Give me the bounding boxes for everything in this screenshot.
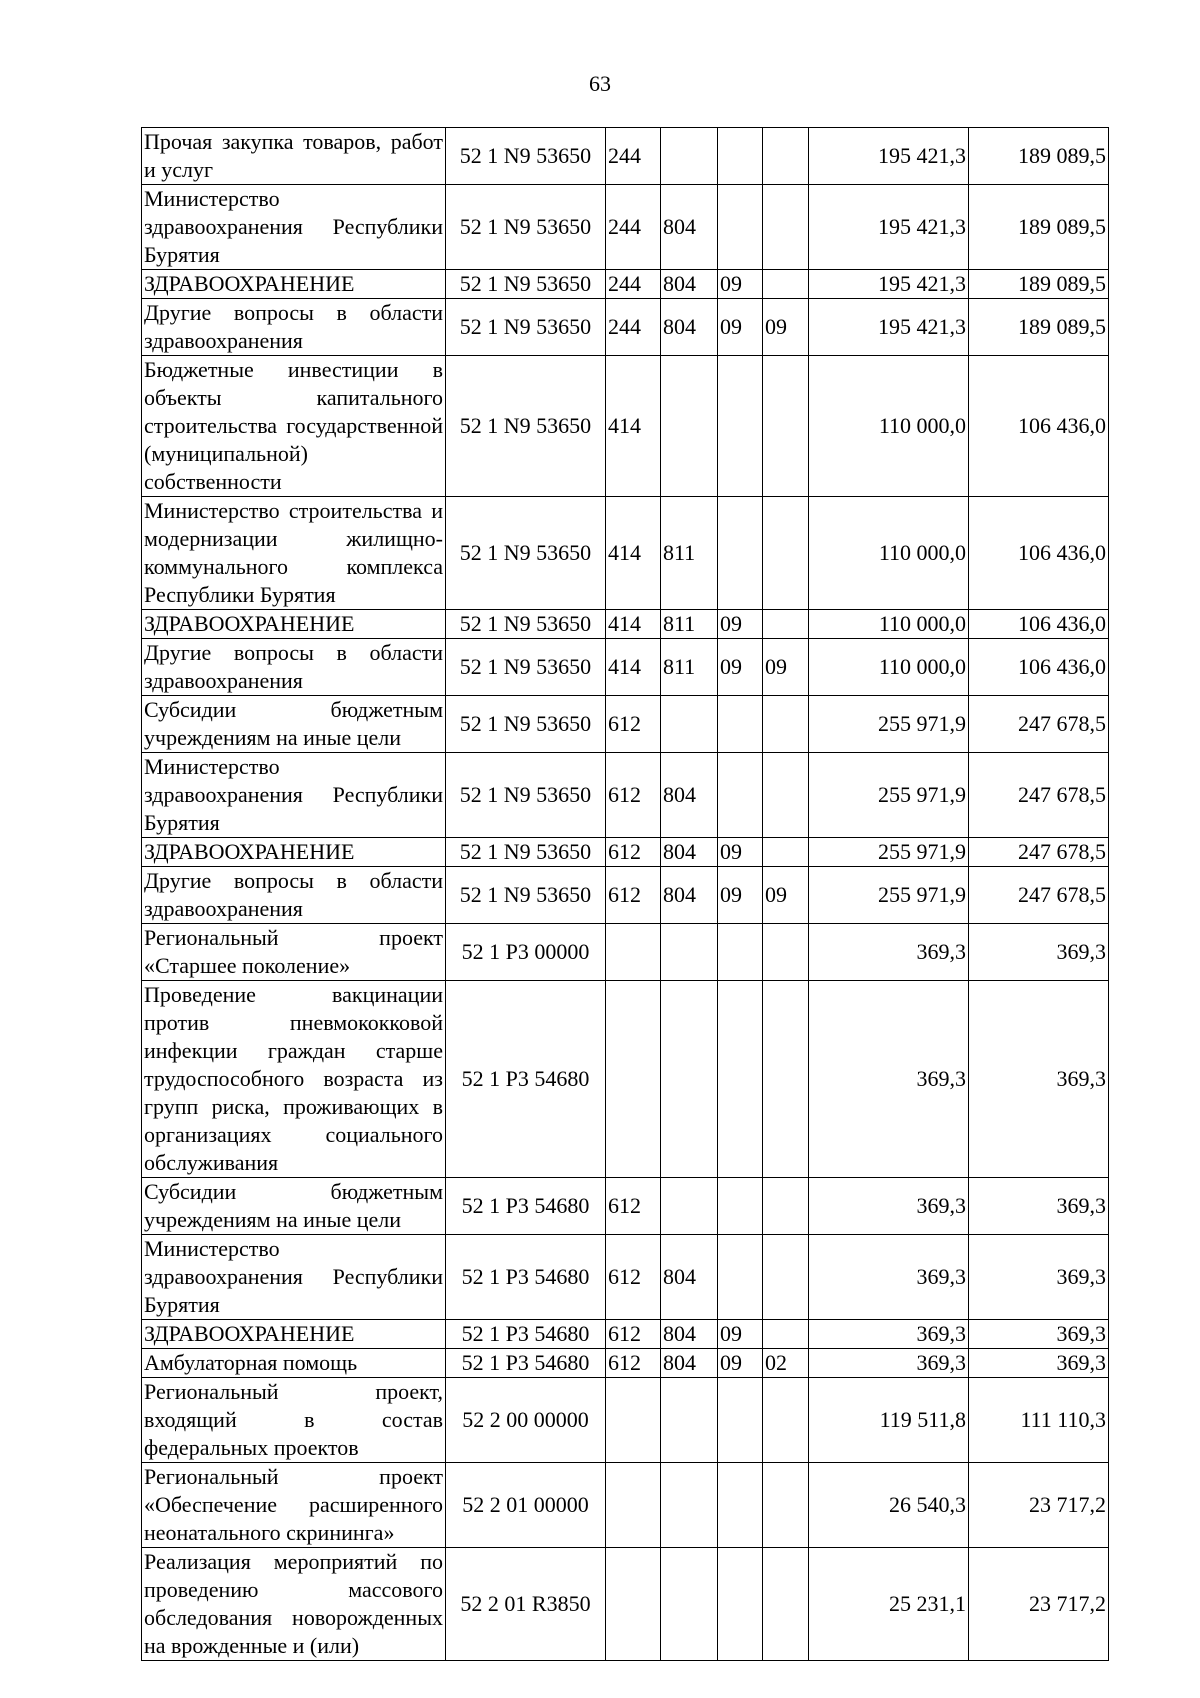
table-row xyxy=(142,1548,1109,1661)
section-code-cell xyxy=(718,1235,763,1320)
row-name-cell: Бюджетные инвестиции в объекты капитального строительства государственной (муниципальной) собственности xyxy=(142,356,446,497)
amount-planned-cell: 195 421,3 xyxy=(809,128,969,185)
target-article-code-cell: 52 2 00 00000 xyxy=(446,1378,606,1463)
subsection-code-cell xyxy=(763,981,809,1178)
subsection-code-cell xyxy=(763,1320,809,1349)
ministry-code-cell: 804 xyxy=(661,753,718,838)
row-name-cell: Региональный проект, входящий в состав федеральных проектов xyxy=(142,1378,446,1463)
table-row xyxy=(142,497,1109,610)
section-code-cell xyxy=(718,753,763,838)
table-row xyxy=(142,981,1109,1178)
amount-executed-cell: 23 717,2 xyxy=(969,1463,1109,1548)
section-code-cell xyxy=(718,128,763,185)
target-article-code-cell: 52 2 01 R3850 xyxy=(446,1548,606,1661)
subsection-code-cell xyxy=(763,497,809,610)
row-name-cell: Субсидии бюджетным учреждениям на иные цели xyxy=(142,1178,446,1235)
expense-type-code-cell xyxy=(606,1548,661,1661)
table-row xyxy=(142,753,1109,838)
table-row xyxy=(142,1320,1109,1349)
expense-type-code-cell: 244 xyxy=(606,299,661,356)
table-row xyxy=(142,867,1109,924)
target-article-code-cell: 52 1 N9 53650 xyxy=(446,753,606,838)
amount-planned-cell: 195 421,3 xyxy=(809,270,969,299)
target-article-code-cell: 52 1 N9 53650 xyxy=(446,867,606,924)
page-number: 63 xyxy=(589,71,611,96)
target-article-code-cell: 52 1 P3 54680 xyxy=(446,1235,606,1320)
amount-planned-cell: 195 421,3 xyxy=(809,299,969,356)
ministry-code-cell: 804 xyxy=(661,1349,718,1378)
amount-planned-cell: 110 000,0 xyxy=(809,497,969,610)
amount-planned-cell: 110 000,0 xyxy=(809,356,969,497)
row-name-cell: ЗДРАВООХРАНЕНИЕ xyxy=(142,270,446,299)
ministry-code-cell: 804 xyxy=(661,1235,718,1320)
ministry-code-cell xyxy=(661,1463,718,1548)
target-article-code-cell: 52 1 N9 53650 xyxy=(446,696,606,753)
ministry-code-cell xyxy=(661,1548,718,1661)
target-article-code-cell: 52 1 N9 53650 xyxy=(446,497,606,610)
expense-type-code-cell xyxy=(606,1378,661,1463)
row-name-cell: Министерство здравоохранения Республики Бурятия xyxy=(142,1235,446,1320)
row-name-cell: Другие вопросы в области здравоохранения xyxy=(142,867,446,924)
section-code-cell xyxy=(718,1548,763,1661)
table-row xyxy=(142,1378,1109,1463)
row-name-cell: Региональный проект «Старшее поколение» xyxy=(142,924,446,981)
table-row xyxy=(142,1235,1109,1320)
amount-planned-cell: 195 421,3 xyxy=(809,185,969,270)
row-name-cell: Другие вопросы в области здравоохранения xyxy=(142,639,446,696)
subsection-code-cell: 09 xyxy=(763,867,809,924)
budget-table-body xyxy=(142,128,1109,1661)
amount-executed-cell: 369,3 xyxy=(969,924,1109,981)
amount-planned-cell: 369,3 xyxy=(809,1235,969,1320)
target-article-code-cell: 52 1 P3 54680 xyxy=(446,1320,606,1349)
amount-planned-cell: 369,3 xyxy=(809,1178,969,1235)
ministry-code-cell xyxy=(661,356,718,497)
table-row xyxy=(142,299,1109,356)
ministry-code-cell xyxy=(661,1378,718,1463)
subsection-code-cell xyxy=(763,753,809,838)
subsection-code-cell xyxy=(763,270,809,299)
section-code-cell xyxy=(718,497,763,610)
section-code-cell xyxy=(718,924,763,981)
target-article-code-cell: 52 1 N9 53650 xyxy=(446,610,606,639)
section-code-cell xyxy=(718,1178,763,1235)
target-article-code-cell: 52 1 N9 53650 xyxy=(446,128,606,185)
amount-planned-cell: 119 511,8 xyxy=(809,1378,969,1463)
target-article-code-cell: 52 1 N9 53650 xyxy=(446,270,606,299)
amount-executed-cell: 247 678,5 xyxy=(969,838,1109,867)
expense-type-code-cell xyxy=(606,1463,661,1548)
expense-type-code-cell: 414 xyxy=(606,639,661,696)
row-name-cell: Министерство строительства и модернизации жилищно-коммунального комплекса Республики Бурятия xyxy=(142,497,446,610)
subsection-code-cell xyxy=(763,1548,809,1661)
target-article-code-cell: 52 2 01 00000 xyxy=(446,1463,606,1548)
target-article-code-cell: 52 1 P3 54680 xyxy=(446,981,606,1178)
amount-planned-cell: 369,3 xyxy=(809,981,969,1178)
expense-type-code-cell: 612 xyxy=(606,1178,661,1235)
subsection-code-cell xyxy=(763,696,809,753)
table-row xyxy=(142,696,1109,753)
row-name-cell: Прочая закупка товаров, работ и услуг xyxy=(142,128,446,185)
expense-type-code-cell xyxy=(606,981,661,1178)
subsection-code-cell xyxy=(763,185,809,270)
amount-executed-cell: 369,3 xyxy=(969,981,1109,1178)
section-code-cell: 09 xyxy=(718,299,763,356)
section-code-cell xyxy=(718,1378,763,1463)
expense-type-code-cell: 414 xyxy=(606,497,661,610)
table-row xyxy=(142,924,1109,981)
row-name-cell: ЗДРАВООХРАНЕНИЕ xyxy=(142,1320,446,1349)
amount-planned-cell: 255 971,9 xyxy=(809,867,969,924)
row-name-cell: Проведение вакцинации против пневмококковой инфекции граждан старше трудоспособного возраста из групп риска, проживающих в организациях социального обслуживания xyxy=(142,981,446,1178)
subsection-code-cell xyxy=(763,1378,809,1463)
expense-type-code-cell: 612 xyxy=(606,1349,661,1378)
target-article-code-cell: 52 1 N9 53650 xyxy=(446,299,606,356)
ministry-code-cell: 804 xyxy=(661,299,718,356)
expense-type-code-cell xyxy=(606,924,661,981)
target-article-code-cell: 52 1 N9 53650 xyxy=(446,356,606,497)
section-code-cell: 09 xyxy=(718,838,763,867)
section-code-cell: 09 xyxy=(718,1320,763,1349)
expense-type-code-cell: 612 xyxy=(606,696,661,753)
ministry-code-cell xyxy=(661,981,718,1178)
ministry-code-cell xyxy=(661,1178,718,1235)
ministry-code-cell: 804 xyxy=(661,867,718,924)
amount-executed-cell: 247 678,5 xyxy=(969,696,1109,753)
row-name-cell: Министерство здравоохранения Республики Бурятия xyxy=(142,185,446,270)
table-row xyxy=(142,270,1109,299)
subsection-code-cell xyxy=(763,1235,809,1320)
amount-planned-cell: 255 971,9 xyxy=(809,696,969,753)
amount-planned-cell: 25 231,1 xyxy=(809,1548,969,1661)
row-name-cell: Субсидии бюджетным учреждениям на иные цели xyxy=(142,696,446,753)
table-row xyxy=(142,1178,1109,1235)
table-row xyxy=(142,128,1109,185)
amount-executed-cell: 247 678,5 xyxy=(969,753,1109,838)
table-row xyxy=(142,639,1109,696)
target-article-code-cell: 52 1 N9 53650 xyxy=(446,639,606,696)
table-row xyxy=(142,1463,1109,1548)
row-name-cell: Другие вопросы в области здравоохранения xyxy=(142,299,446,356)
amount-executed-cell: 189 089,5 xyxy=(969,128,1109,185)
row-name-cell: ЗДРАВООХРАНЕНИЕ xyxy=(142,610,446,639)
ministry-code-cell: 804 xyxy=(661,838,718,867)
amount-executed-cell: 106 436,0 xyxy=(969,497,1109,610)
section-code-cell xyxy=(718,185,763,270)
target-article-code-cell: 52 1 N9 53650 xyxy=(446,838,606,867)
table-row xyxy=(142,185,1109,270)
amount-executed-cell: 189 089,5 xyxy=(969,270,1109,299)
expense-type-code-cell: 244 xyxy=(606,128,661,185)
target-article-code-cell: 52 1 N9 53650 xyxy=(446,185,606,270)
amount-executed-cell: 369,3 xyxy=(969,1320,1109,1349)
expense-type-code-cell: 414 xyxy=(606,356,661,497)
table-row xyxy=(142,1349,1109,1378)
budget-table xyxy=(141,127,1109,1661)
amount-executed-cell: 369,3 xyxy=(969,1235,1109,1320)
row-name-cell: Амбулаторная помощь xyxy=(142,1349,446,1378)
ministry-code-cell: 804 xyxy=(661,270,718,299)
subsection-code-cell xyxy=(763,1463,809,1548)
ministry-code-cell: 804 xyxy=(661,185,718,270)
row-name-cell: Реализация мероприятий по проведению массового обследования новорожденных на врожденные и (или) xyxy=(142,1548,446,1661)
table-row xyxy=(142,610,1109,639)
target-article-code-cell: 52 1 P3 54680 xyxy=(446,1349,606,1378)
amount-executed-cell: 189 089,5 xyxy=(969,185,1109,270)
amount-executed-cell: 23 717,2 xyxy=(969,1548,1109,1661)
target-article-code-cell: 52 1 P3 54680 xyxy=(446,1178,606,1235)
ministry-code-cell: 811 xyxy=(661,639,718,696)
table-row xyxy=(142,838,1109,867)
table-row xyxy=(142,356,1109,497)
row-name-cell: ЗДРАВООХРАНЕНИЕ xyxy=(142,838,446,867)
amount-planned-cell: 369,3 xyxy=(809,1320,969,1349)
subsection-code-cell: 02 xyxy=(763,1349,809,1378)
subsection-code-cell: 09 xyxy=(763,639,809,696)
expense-type-code-cell: 612 xyxy=(606,1320,661,1349)
ministry-code-cell: 811 xyxy=(661,497,718,610)
subsection-code-cell xyxy=(763,924,809,981)
section-code-cell: 09 xyxy=(718,1349,763,1378)
amount-planned-cell: 110 000,0 xyxy=(809,639,969,696)
amount-executed-cell: 111 110,3 xyxy=(969,1378,1109,1463)
expense-type-code-cell: 612 xyxy=(606,867,661,924)
subsection-code-cell xyxy=(763,610,809,639)
amount-executed-cell: 106 436,0 xyxy=(969,639,1109,696)
amount-executed-cell: 369,3 xyxy=(969,1349,1109,1378)
amount-planned-cell: 369,3 xyxy=(809,924,969,981)
amount-executed-cell: 247 678,5 xyxy=(969,867,1109,924)
ministry-code-cell: 804 xyxy=(661,1320,718,1349)
amount-planned-cell: 110 000,0 xyxy=(809,610,969,639)
amount-executed-cell: 189 089,5 xyxy=(969,299,1109,356)
ministry-code-cell: 811 xyxy=(661,610,718,639)
expense-type-code-cell: 612 xyxy=(606,753,661,838)
section-code-cell xyxy=(718,981,763,1178)
expense-type-code-cell: 244 xyxy=(606,270,661,299)
expense-type-code-cell: 244 xyxy=(606,185,661,270)
amount-planned-cell: 255 971,9 xyxy=(809,838,969,867)
subsection-code-cell xyxy=(763,356,809,497)
section-code-cell xyxy=(718,1463,763,1548)
section-code-cell: 09 xyxy=(718,270,763,299)
amount-executed-cell: 106 436,0 xyxy=(969,356,1109,497)
section-code-cell: 09 xyxy=(718,610,763,639)
amount-executed-cell: 369,3 xyxy=(969,1178,1109,1235)
row-name-cell: Министерство здравоохранения Республики Бурятия xyxy=(142,753,446,838)
section-code-cell xyxy=(718,356,763,497)
amount-executed-cell: 106 436,0 xyxy=(969,610,1109,639)
target-article-code-cell: 52 1 P3 00000 xyxy=(446,924,606,981)
section-code-cell xyxy=(718,696,763,753)
ministry-code-cell xyxy=(661,924,718,981)
ministry-code-cell xyxy=(661,128,718,185)
section-code-cell: 09 xyxy=(718,867,763,924)
expense-type-code-cell: 612 xyxy=(606,1235,661,1320)
subsection-code-cell xyxy=(763,838,809,867)
subsection-code-cell xyxy=(763,128,809,185)
amount-planned-cell: 369,3 xyxy=(809,1349,969,1378)
section-code-cell: 09 xyxy=(718,639,763,696)
amount-planned-cell: 255 971,9 xyxy=(809,753,969,838)
subsection-code-cell: 09 xyxy=(763,299,809,356)
amount-planned-cell: 26 540,3 xyxy=(809,1463,969,1548)
subsection-code-cell xyxy=(763,1178,809,1235)
expense-type-code-cell: 414 xyxy=(606,610,661,639)
expense-type-code-cell: 612 xyxy=(606,838,661,867)
row-name-cell: Региональный проект «Обеспечение расширенного неонатального скрининга» xyxy=(142,1463,446,1548)
ministry-code-cell xyxy=(661,696,718,753)
